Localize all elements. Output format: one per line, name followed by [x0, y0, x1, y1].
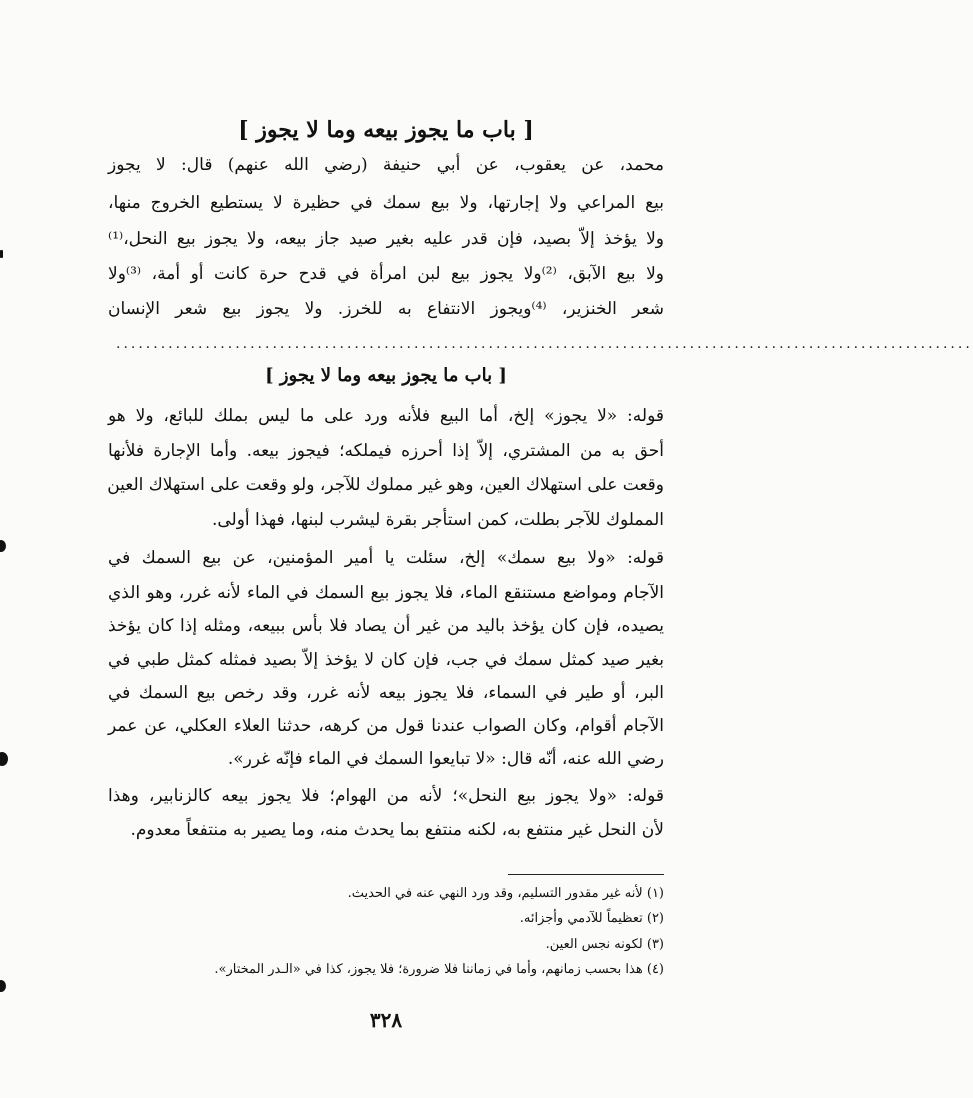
commentary-line: قوله: «ولا بيع سمك» إلخ، سئلت يا أمير المؤمنين، عن بيع السمك في [108, 548, 664, 568]
commentary-heading: [ باب ما يجوز بيعه وما لا يجوز ] [265, 365, 507, 386]
main-text-line: شعر الخنزير، ⁽⁴⁾ويجوز الانتفاع به للخرز. ولا يجوز بيع شعر الإنسان [108, 299, 664, 319]
footnote: (١) لأنه غير مقدور التسليم، وقد ورد النهي عنه في الحديث. [347, 886, 664, 901]
commentary-line: لأن النحل غير منتفع به، لكنه منتفع بما يحدث منه، وما يصير به منتفعاً معدوم. [130, 820, 664, 840]
separator-dots: ................................................................................................................... [116, 336, 973, 352]
commentary-line: الآجام أقوام، وكان الصواب عندنا قول من كرهه، حدثنا العلاء العكلي، عن عمر [108, 716, 664, 736]
main-text-line: ولا بيع الآبق، ⁽²⁾ولا يجوز بيع لبن امرأة في قدح حرة كانت أو أمة، ⁽³⁾ولا [108, 264, 664, 284]
commentary-line: قوله: «ولا يجوز بيع النحل»؛ لأنه من الهوام؛ فلا يجوز بيعه كالزنابير، وهذا [108, 786, 664, 806]
page-number: ٣٢٨ [369, 1008, 403, 1032]
commentary-line: بغير صيد كمثل سمك في جب، فإن كان لا يؤخذ إلاّ بصيد فمثله كمثل طبي في [108, 650, 664, 670]
footnote: (٢) تعظيماً للآدمي وأجزائه. [519, 911, 664, 926]
chapter-heading: [ باب ما يجوز بيعه وما لا يجوز ] [238, 117, 534, 143]
commentary-line: رضي الله عنه، أنّه قال: «لا تبايعوا السمك في الماء فإنّه غرر». [227, 749, 664, 769]
main-text-line: بيع المراعي ولا إجارتها، ولا بيع سمك في حظيرة لا يستطيع الخروج منها، [108, 193, 664, 213]
commentary-line: الآجام ومواضع مستنقع الماء، فلا يجوز بيع السمك في الماء لأنه غرر، وهو الذي [108, 583, 664, 603]
main-text-line: ولا يؤخذ إلاّ بصيد، فإن قدر عليه بغير صيد جاز بيعه، ولا يجوز بيع النحل،⁽¹⁾ [108, 229, 664, 249]
commentary-line: المملوك للآجر بطلت، كمن استأجر بقرة ليشرب لبنها، فهذا أولى. [211, 510, 664, 530]
scan-mark [0, 980, 6, 992]
scan-mark [0, 752, 8, 766]
footnote-rule [508, 874, 664, 875]
footnote: (٣) لكونه نجس العين. [545, 937, 664, 952]
footnote: (٤) هذا بحسب زمانهم، وأما في زماننا فلا ضرورة؛ فلا يجوز، كذا في «الـدر المختار». [214, 962, 664, 977]
commentary-line: وقعت على استهلاك العين، وهو غير مملوك للآجر، ولو وقعت على استهلاك العين [107, 475, 664, 495]
commentary-line: أحق به من المشتري، إلاّ إذا أحرزه فيملكه؛ فيجوز بيعه. وأما الإجارة فلأنها [108, 441, 664, 461]
main-text-line: محمد، عن يعقوب، عن أبي حنيفة (رضي الله عنهم) قال: لا يجوز [108, 155, 664, 175]
commentary-line: قوله: «لا يجوز» إلخ، أما البيع فلأنه ورد على ما ليس بملك للبائع، ولا هو [108, 406, 664, 426]
scan-mark [0, 540, 6, 552]
commentary-line: يصيده، فإن كان يؤخذ باليد من غير أن يصاد فلا بأس ببيعه، ومثله إذا كان يؤخذ [108, 616, 664, 636]
scan-mark [0, 250, 3, 258]
commentary-line: البر، أو طير في السماء، فلا يجوز بيعه لأنه غرر، وقد رخص بيع السمك في [108, 683, 664, 703]
